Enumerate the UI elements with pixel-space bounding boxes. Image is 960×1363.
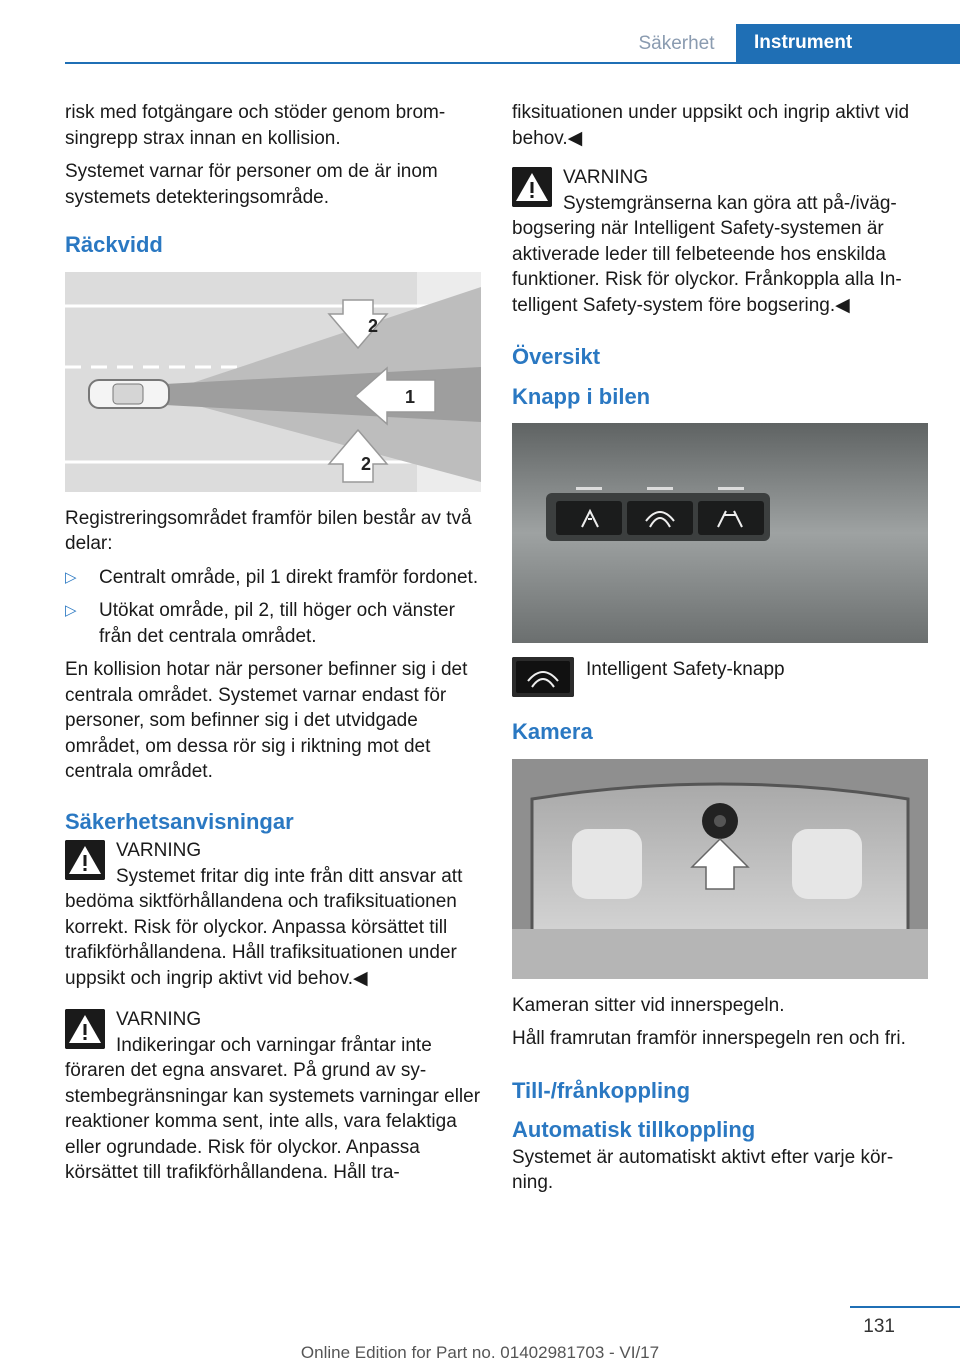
list-item-text: Centralt område, pil 1 direkt framför fordonet.: [99, 566, 479, 588]
paragraph: Systemet är automatiskt aktivt efter varje körning.: [512, 1146, 894, 1193]
paragraph: Håll framrutan framför innerspegeln ren och fri.: [512, 1028, 906, 1049]
heading-auto: Automatisk tillkoppling: [512, 1117, 756, 1142]
right-column: [512, 100, 928, 1204]
list-item: [65, 565, 481, 591]
triangle-bullet-icon: ▷: [65, 568, 77, 586]
warning-text: Indikeringar och varningar fråntar inte föraren det egna ansvaret. På grund av systembegränsningar kan systemets varningar eller reaktioner komma sent, inte alls, vara felaktiga eller ogrundade. Risk för olyckor. Anpassa körsättet till trafikförhållandena. Håll tra-: [65, 1034, 481, 1183]
heading-camera: Kamera: [512, 719, 593, 744]
paragraph: fiksituationen under uppsikt och ingrip aktivt vid behov.◀: [512, 102, 910, 149]
paragraph: Registreringsområdet framför bilen består av två delar:: [65, 507, 472, 554]
warning-icon: [65, 1009, 105, 1049]
paragraph: En kollision hotar när personer befinner sig i det centrala området. Systemet varnar endast för personer, som befinner sig i det utvidgade området, om dessa rör sig i riktning mot det centrala området.: [65, 659, 468, 782]
paragraph: risk med fotgängare och stöder genom bromsingrepp strax innan en kollision.: [65, 102, 446, 149]
section-tab[interactable]: Säkerhet: [638, 33, 715, 54]
warning-heading: VARNING: [563, 167, 649, 188]
warning-icon: [65, 840, 105, 880]
range-diagram: [65, 272, 481, 492]
warning-icon: [512, 167, 552, 207]
range-diagram-svg: [65, 272, 481, 492]
warning-heading: VARNING: [116, 1009, 202, 1030]
triangle-bullet-icon: ▷: [65, 602, 77, 619]
list-item-text: Utökat område, pil 2, till höger och vänster från det centrala området.: [99, 600, 455, 647]
arrow-label: 1: [405, 386, 416, 407]
intelligent-safety-button-icon[interactable]: [512, 657, 574, 697]
button-photo-svg: [512, 423, 928, 643]
heading-safety: Säkerhetsanvisningar: [65, 808, 294, 834]
footer-rule: [850, 1306, 960, 1308]
button-photo: [512, 423, 928, 643]
heading-overview: Översikt: [512, 344, 601, 369]
warning-text: Systemet fritar dig inte från ditt ansvar att bedöma siktförhållandena och trafiksituationen korrekt. Risk för olyckor. Anpassa körsättet till trafikförhållandena. Håll trafiksituationen under uppsikt och ingrip aktivt vid behov.◀: [65, 865, 463, 989]
warning-text: Systemgränserna kan göra att på-/ivägbogsering när Intelligent Safety-systemen är aktiverade leder till felbeteende hos enskilda funktioner. Risk för olyckor. Frånkoppla alla Intelligent Safety-system före bogsering.◀: [512, 192, 902, 316]
warning-heading: VARNING: [116, 840, 202, 861]
warning-block: [512, 165, 928, 318]
heading-onoff: Till-/frånkoppling: [512, 1077, 691, 1103]
camera-photo: [512, 759, 928, 979]
warning-block: [65, 838, 481, 991]
page-number: 131: [863, 1316, 895, 1337]
footer-edition: Online Edition for Part no. 01402981703 - VI/17: [300, 1343, 660, 1362]
left-column: [65, 100, 481, 1194]
button-caption: Intelligent Safety-knapp: [586, 659, 785, 680]
paragraph: Kameran sitter vid innerspegeln.: [512, 994, 785, 1016]
heading-button: Knapp i bilen: [512, 383, 651, 409]
camera-photo-svg: [512, 759, 928, 979]
arrow-label: 2: [361, 453, 372, 474]
heading-range: Räckvidd: [65, 232, 163, 257]
warning-block: [65, 1007, 481, 1186]
list-item: [65, 598, 481, 649]
arrow-label: 2: [368, 315, 379, 336]
chapter-tab[interactable]: Instrument: [736, 24, 960, 62]
header-rule: [65, 62, 960, 64]
paragraph: Systemet varnar för personer om de är inom systemets detekteringsområde.: [65, 161, 438, 208]
button-legend: [512, 657, 928, 697]
